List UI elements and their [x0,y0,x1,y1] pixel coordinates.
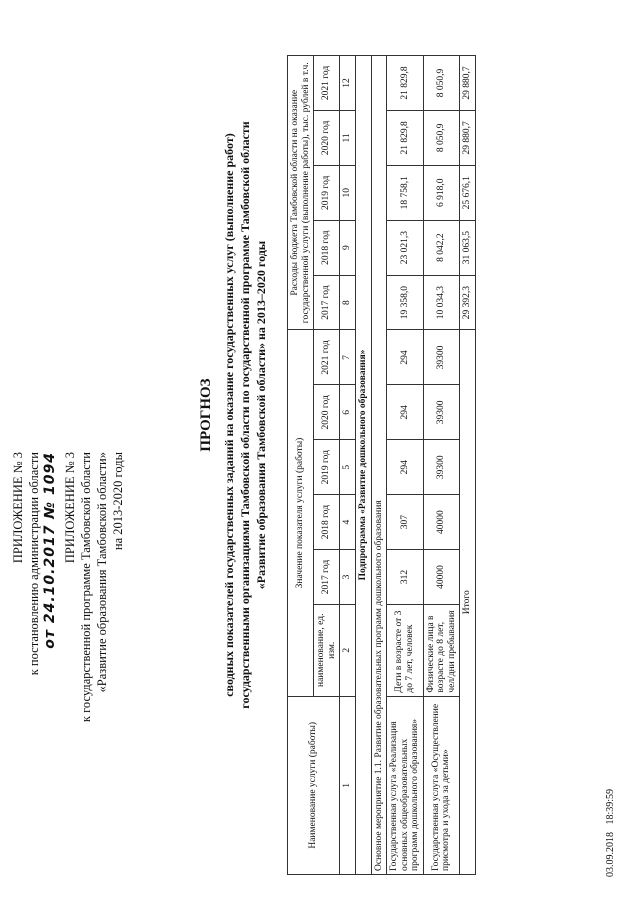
column-number: 1 [340,696,356,874]
column-number: 3 [340,550,356,605]
total-value: 31 063,5 [460,220,476,275]
header-service: Наименование услуги (работы) [288,696,340,874]
column-number: 12 [340,56,356,111]
indicator-value: 39300 [423,440,460,495]
appendix-label-2: ПРИЛОЖЕНИЕ № 3 [63,452,77,564]
column-number: 8 [340,275,356,330]
document-subtitle-3: «Развитие образования Тамбовской области» на 2013–2020 годы [254,240,268,590]
document-subtitle-1: сводных показателей государственных заданий на оказание государственных услуг (выполнение работ) [222,133,236,697]
header-indicator-group: Значение показателя услуги (работы) [288,330,314,696]
appendix-label: ПРИЛОЖЕНИЕ № 3 [11,452,25,564]
expense-value: 10 034,3 [423,275,460,330]
header-year: 2017 год [314,550,340,605]
total-value: 29 392,3 [460,275,476,330]
expense-value: 18 758,1 [387,165,424,220]
print-time: 18:39:59 [605,788,616,825]
column-number: 9 [340,220,356,275]
column-number: 10 [340,165,356,220]
expense-value: 23 021,3 [387,220,424,275]
total-value: 25 676,1 [460,165,476,220]
column-number: 5 [340,440,356,495]
indicator-value: 40000 [423,550,460,605]
column-number: 2 [340,604,356,696]
indicator-value: 307 [387,495,424,550]
program-reference-2: «Развитие образования Тамбовской области» [95,452,109,693]
total-row [460,56,476,875]
decree-reference: к постановлению администрации области [27,452,41,676]
header-expense-group: Расходы бюджета Тамбовской области на оказание государственной услуги (выполнение работы), тыс. рублей в т.ч. [288,56,314,331]
service-name: Государственная услуга «Реализация основных общеобразовательных программ дошкольного образования» [387,696,424,874]
indicator-value: 39300 [423,385,460,440]
total-value: 29 880,7 [460,56,476,111]
indicator-name: Физические лица в возрасте до 8 лет, чел/дни пребывания [423,604,460,696]
header-indicator-name: наименование, ед. изм. [314,604,340,696]
total-label: Итого [460,330,476,875]
expense-value: 21 829,8 [387,110,424,165]
expense-value: 8 042,2 [423,220,460,275]
header-year: 2018 год [314,495,340,550]
document-subtitle-2: государственными организациями Тамбовской области по государственной программе Тамбовской области [238,121,252,709]
column-numbers-row [340,56,356,875]
forecast-table [287,55,476,875]
expense-value: 19 358,0 [387,275,424,330]
program-reference-3: на 2013-2020 годы [111,452,125,551]
subprogram-title: Подпрограмма «Развитие дошкольного образования» [356,56,372,875]
table-row [387,56,424,875]
subprogram-row [356,56,372,875]
print-date: 03.09.2018 [605,832,616,877]
indicator-value: 39300 [423,330,460,385]
indicator-name: Дети в возрасте от 3 до 7 лет, человек [387,604,424,696]
total-value: 29 880,7 [460,110,476,165]
expense-value: 21 829,8 [387,56,424,111]
indicator-value: 294 [387,440,424,495]
expense-value: 8 050,9 [423,110,460,165]
header-year: 2018 год [314,220,340,275]
indicator-value: 294 [387,385,424,440]
header-year: 2020 год [314,385,340,440]
indicator-value: 40000 [423,495,460,550]
column-number: 4 [340,495,356,550]
main-activity-title: Основное мероприятие 1.1. Развитие образовательных программ дошкольного образования [371,56,387,875]
header-year: 2020 год [314,110,340,165]
table-header-row [288,56,314,875]
header-year: 2021 год [314,330,340,385]
document-title: ПРОГНОЗ [198,378,214,452]
print-timestamp [605,789,616,877]
handwritten-decree-date: от 24.10.2017 № 1094 [42,452,58,649]
header-year: 2017 год [314,275,340,330]
service-name: Государственная услуга «Осуществление присмотра и ухода за детьми» [423,696,460,874]
header-year: 2021 год [314,56,340,111]
table-row [423,56,460,875]
expense-value: 8 050,9 [423,56,460,111]
main-activity-row [371,56,387,875]
indicator-value: 294 [387,330,424,385]
column-number: 11 [340,110,356,165]
expense-value: 6 918,0 [423,165,460,220]
indicator-value: 312 [387,550,424,605]
program-reference-1: к государственной программе Тамбовской области [79,452,93,723]
header-year: 2019 год [314,440,340,495]
header-year: 2019 год [314,165,340,220]
column-number: 7 [340,330,356,385]
column-number: 6 [340,385,356,440]
